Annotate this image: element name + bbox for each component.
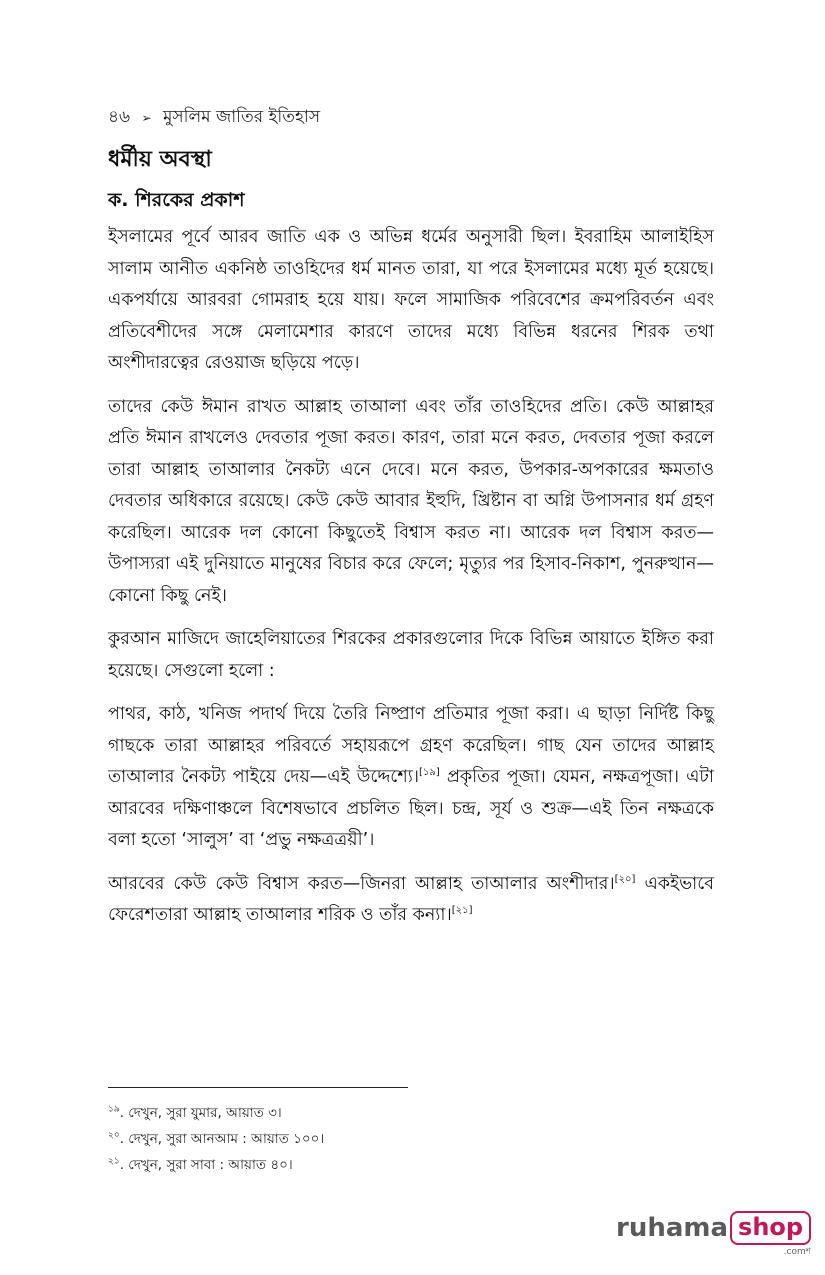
paragraph-1: ইসলামের পূর্বে আরব জাতি এক ও অভিন্ন ধর্মের অনুসারী ছিল। ইবরাহিম আলাইহিস সালাম আনীত একনিষ্ঠ তাওহিদের ধর্ম মানত তারা, যা পরে ইসলামের মধ্যে মূর্ত হয়েছে। একপর্যায়ে আরবরা গোমরাহ হয়ে যায়। ফলে সামাজিক পরিবেশের ক্রমপরিবর্তন এবং প্রতিবেশীদের সঙ্গে মেলামেশার কারণে তাদের মধ্যে বিভিন্ন ধরনের শিরক তথা অংশীদারত্বের রেওয়াজ ছড়িয়ে পড়ে। [108,227,714,373]
book-title: মুসলিম জাতির ইতিহাস [162,107,321,127]
footnote-ref-19[interactable]: [১৯] [419,767,440,779]
footnote-divider [108,1087,408,1088]
footnote-ref-21[interactable]: [২১] [451,905,473,917]
body-text [108,222,714,944]
footnote-number: ২১ [108,1156,120,1167]
running-header [108,104,320,132]
arrow-icon: ➢ [141,111,152,125]
paragraph-4-text-cont: প্রকৃতির পূজা। যেমন, নক্ষত্রপূজা। এটা আরবের দক্ষিণাঞ্চলে বিশেষভাবে প্রচলিত ছিল। চন্দ্র, সূর্য ও শুক্র—এই তিন নক্ষত্রকে বলা হতো ‘সালুস’ বা ‘প্রভু নক্ষত্রত্রয়ী’। [108,767,714,850]
footnote-19 [108,1100,324,1126]
logo-text-shop: shop [738,1213,804,1241]
paragraph-5 [108,869,714,932]
footnote-text: . দেখুন, সুরা যুমার, আয়াত ৩। [119,1105,282,1121]
page-number: ৪৬ [108,107,131,127]
chapter-title: ধর্মীয় অবস্থা [108,147,212,172]
logo-text-ruhama: ruhama [616,1213,729,1243]
paragraph-4 [108,699,714,857]
logo-shop-badge [730,1211,812,1257]
paragraph-3: কুরআন মাজিদে জাহেলিয়াতের শিরকের প্রকারগুলোর দিকে বিভিন্ন আয়াতে ইঙ্গিত করা হয়েছে। সেগুলো হলো : [108,629,714,681]
footnote-number: ১৯ [108,1104,120,1115]
footnote-text: . দেখুন, সুরা সাবা : আয়াত ৪০। [119,1157,293,1173]
footnote-20 [108,1126,324,1152]
paragraph-2: তাদের কেউ ঈমান রাখত আল্লাহ তাআলা এবং তাঁর তাওহিদের প্রতি। কেউ আল্লাহর প্রতি ঈমান রাখলেও দেবতার পূজা করত। কারণ, তারা মনে করত, দেবতার পূজা করলে তারা আল্লাহ তাআলার নৈকট্য এনে দেবে। মনে করত, উপকার-অপকারের ক্ষমতাও দেবতার অধিকারে রয়েছে। কেউ কেউ আবার ইহুদি, খ্রিষ্টান বা অগ্নি উপাসনার ধর্ম গ্রহণ করেছিল। আরেক দল কোনো কিছুতেই বিশ্বাস করত না। আরেক দল বিশ্বাস করত—উপাস্যরা এই দুনিয়াতে মানুষের বিচার করে ফেলে; মৃত্যুর পর হিসাব-নিকাশ, পুনরুত্থান—কোনো কিছু নেই। [108,396,714,606]
section-title: ক. শিরকের প্রকাশ [108,189,245,211]
paragraph-5-text-cont: একইভাবে ফেরেশতারা আল্লাহ তাআলার শরিক ও তাঁর কন্যা। [108,873,714,925]
logo-domain-suffix: .comশ [783,1247,812,1257]
paragraph-4-text: পাথর, কাঠ, খনিজ পদার্থ দিয়ে তৈরি নিষ্প্রাণ প্রতিমার পূজা করা। এ ছাড়া নির্দিষ্ট কিছু গাছকে তারা আল্লাহর পরিবর্তে সহায়রূপে গ্রহণ করেছিল। গাছ যেন তাদের আল্লাহ তাআলার নৈকট্য পাইয়ে দেয়—এই উদ্দেশ্যে। [108,704,714,787]
ruhamashop-logo [616,1211,812,1257]
footnote-ref-20[interactable]: [২০] [614,873,636,885]
footnote-text: . দেখুন, সুরা আনআম : আয়াত ১০০। [119,1131,325,1147]
footnote-21 [108,1152,324,1178]
footnotes [108,1100,324,1178]
paragraph-5-text: আরবের কেউ কেউ বিশ্বাস করত—জিনরা আল্লাহ তাআলার অংশীদার। [108,873,615,894]
footnote-number: ২০ [108,1130,120,1141]
